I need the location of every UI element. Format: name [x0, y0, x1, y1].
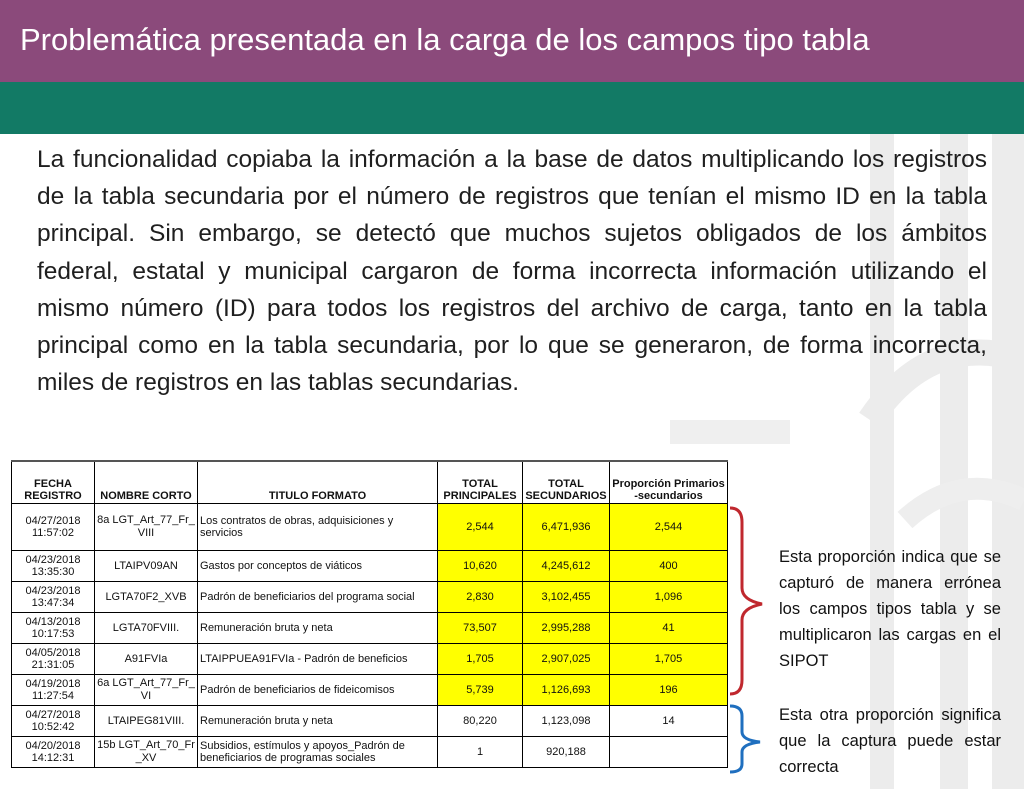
- table-row: [12, 737, 728, 768]
- cell-fecha: 04/20/2018 14:12:31: [12, 737, 95, 768]
- cell-nombre: LGTA70F2_XVB: [95, 582, 198, 613]
- cell-secundarios: 1,126,693: [523, 675, 610, 706]
- header-nombre: NOMBRE CORTO: [95, 461, 198, 504]
- cell-fecha: 04/23/2018 13:35:30: [12, 551, 95, 582]
- cell-titulo: Gastos por conceptos de viáticos: [198, 551, 438, 582]
- cell-fecha: 04/27/2018 11:57:02: [12, 504, 95, 551]
- cell-principales: 5,739: [438, 675, 523, 706]
- cell-secundarios: 3,102,455: [523, 582, 610, 613]
- cell-nombre: 6a LGT_Art_77_Fr_VI: [95, 675, 198, 706]
- cell-principales: 2,830: [438, 582, 523, 613]
- table-row: [12, 706, 728, 737]
- cell-fecha: 04/05/2018 21:31:05: [12, 644, 95, 675]
- cell-titulo: Padrón de beneficiarios del programa social: [198, 582, 438, 613]
- header-titulo: TITULO FORMATO: [198, 461, 438, 504]
- red-bracket: [730, 508, 762, 694]
- cell-principales: 73,507: [438, 613, 523, 644]
- blue-bracket: [730, 706, 760, 772]
- table-row: [12, 582, 728, 613]
- table-header-row: [12, 461, 728, 504]
- cell-proporcion: 400: [610, 551, 728, 582]
- cell-titulo: LTAIPPUEA91FVIa - Padrón de beneficios: [198, 644, 438, 675]
- cell-proporcion: 14: [610, 706, 728, 737]
- records-table: [11, 460, 728, 768]
- note-incorrect: Esta proporción indica que se capturó de manera errónea los campos tipos tabla y se multiplicaron las cargas en el SIPOT: [779, 548, 1001, 670]
- table-row: [12, 551, 728, 582]
- cell-nombre: 8a LGT_Art_77_Fr_VIII: [95, 504, 198, 551]
- note-correct: Esta otra proporción significa que la captura puede estar correcta: [779, 706, 1001, 776]
- bracket-annotations: [728, 500, 778, 780]
- cell-principales: 2,544: [438, 504, 523, 551]
- cell-secundarios: 1,123,098: [523, 706, 610, 737]
- cell-proporcion: 41: [610, 613, 728, 644]
- cell-fecha: 04/19/2018 11:27:54: [12, 675, 95, 706]
- slide-title: Problemática presentada en la carga de los campos tipo tabla: [20, 22, 870, 57]
- cell-secundarios: 2,907,025: [523, 644, 610, 675]
- cell-principales: 1: [438, 737, 523, 768]
- cell-proporcion: 2,544: [610, 504, 728, 551]
- header-proporcion: Proporción Primarios -secundarios: [610, 461, 728, 504]
- cell-nombre: 15b LGT_Art_70_Fr_XV: [95, 737, 198, 768]
- cell-titulo: Remuneración bruta y neta: [198, 706, 438, 737]
- cell-secundarios: 6,471,936: [523, 504, 610, 551]
- cell-titulo: Subsidios, estímulos y apoyos_Padrón de beneficiarios de programas sociales: [198, 737, 438, 768]
- cell-fecha: 04/27/2018 10:52:42: [12, 706, 95, 737]
- table-row: [12, 613, 728, 644]
- cell-secundarios: 4,245,612: [523, 551, 610, 582]
- cell-proporcion: [610, 737, 728, 768]
- body-paragraph: La funcionalidad copiaba la información a la base de datos multiplicando los registros de la tabla secundaria por el número de registros que tenían el mismo ID en la tabla principal. Sin embargo, se detectó que muchos sujetos obligados de los ámbitos federal, estatal y municipal cargaron de forma incorrecta información utilizando el mismo número (ID) para todos los registros del archivo de carga, tanto en la tabla principal como en la tabla secundaria, por lo que se generaron, de forma incorrecta, miles de registros en las tablas secundarias.: [37, 146, 987, 397]
- table-row: [12, 644, 728, 675]
- header-principales: TOTAL PRINCIPALES: [438, 461, 523, 504]
- header-fecha: FECHA REGISTRO: [12, 461, 95, 504]
- table-row: [12, 504, 728, 551]
- cell-nombre: LTAIPEG81VIII.: [95, 706, 198, 737]
- cell-titulo: Remuneración bruta y neta: [198, 613, 438, 644]
- table-row: [12, 675, 728, 706]
- cell-nombre: A91FVIa: [95, 644, 198, 675]
- header-secundarios: TOTAL SECUNDARIOS: [523, 461, 610, 504]
- cell-titulo: Los contratos de obras, adquisiciones y servicios: [198, 504, 438, 551]
- cell-nombre: LTAIPV09AN: [95, 551, 198, 582]
- cell-secundarios: 920,188: [523, 737, 610, 768]
- cell-nombre: LGTA70FVIII.: [95, 613, 198, 644]
- title-bar: [0, 0, 1024, 82]
- cell-proporcion: 1,096: [610, 582, 728, 613]
- cell-secundarios: 2,995,288: [523, 613, 610, 644]
- cell-principales: 1,705: [438, 644, 523, 675]
- cell-fecha: 04/23/2018 13:47:34: [12, 582, 95, 613]
- cell-principales: 80,220: [438, 706, 523, 737]
- cell-titulo: Padrón de beneficiarios de fideicomisos: [198, 675, 438, 706]
- accent-bar: [0, 82, 1024, 134]
- cell-proporcion: 1,705: [610, 644, 728, 675]
- cell-principales: 10,620: [438, 551, 523, 582]
- cell-proporcion: 196: [610, 675, 728, 706]
- cell-fecha: 04/13/2018 10:17:53: [12, 613, 95, 644]
